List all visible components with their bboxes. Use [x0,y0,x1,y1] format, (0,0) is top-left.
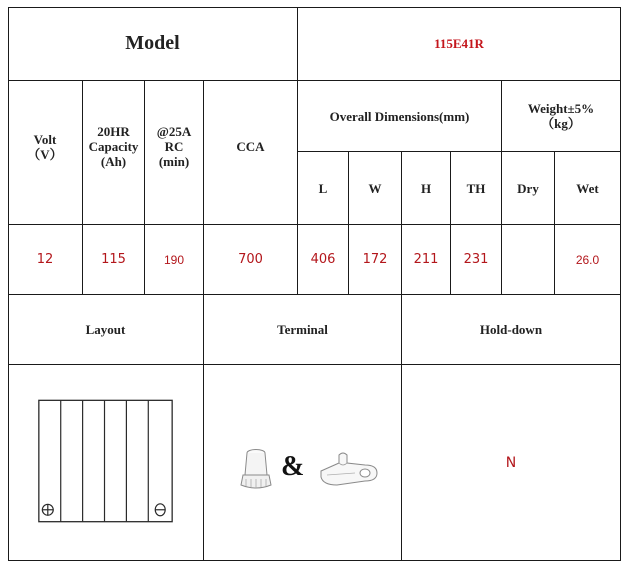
model-label-cell [8,7,298,81]
cca-header [204,81,298,225]
dim-h-label: H [420,180,432,196]
terminal-joiner: & [281,451,305,482]
dim-w-header [349,152,402,225]
terminal-header [204,295,402,365]
spec-table [8,7,621,561]
dry-header [502,152,555,225]
capacity-header-line2: Capacity [88,139,139,154]
volt-header-line2: （V） [27,146,63,162]
terminal-drawing-cell [204,365,402,561]
capacity-value: 115 [101,252,126,267]
dry-label: Dry [517,180,539,196]
cca-header-label: CCA [236,139,265,154]
h-value: 211 [413,252,439,267]
terminal-label: Terminal [277,322,328,337]
battery-layout-diagram [8,365,203,561]
l-value: 406 [310,252,336,267]
rc-header [145,81,204,225]
weight-header [502,81,621,152]
capacity-header-line1: 20HR [97,124,130,139]
w-value: 172 [362,252,388,267]
dimensions-header [298,81,502,152]
wet-label: Wet [576,180,599,196]
capacity-value-cell [83,225,145,295]
round-post-terminal-icon [238,439,274,499]
model-value: 115E41R [434,35,484,51]
model-value-cell [298,7,621,81]
dim-l-label: L [318,180,328,196]
hold-down-label: Hold-down [479,322,543,337]
hold-down-header [402,295,621,365]
l-flag-terminal-icon [317,447,381,491]
rc-value-cell [145,225,204,295]
rc-value: 190 [163,252,185,267]
cca-value: 700 [238,252,263,267]
layout-label: Layout [85,322,126,337]
volt-header-line1: Volt [33,131,57,147]
rc-header-line3: (min) [158,154,190,169]
dim-h-header [402,152,451,225]
rc-header-line1: @25A [156,124,192,139]
rc-header-line2: RC [164,139,184,154]
wet-header [555,152,621,225]
l-value-cell [298,225,349,295]
layout-header [8,295,204,365]
negative-terminal-icon [155,503,165,515]
spec-sheet [8,7,621,561]
dim-l-header [298,152,349,225]
hold-down-value-cell [402,365,621,561]
model-label: Model [125,32,180,54]
dim-th-header [451,152,502,225]
dim-w-label: W [368,180,382,196]
dry-value-cell [502,225,555,295]
dim-th-label: TH [466,180,486,196]
positive-terminal-icon [42,504,53,515]
h-value-cell [402,225,451,295]
volt-value: 12 [36,252,54,267]
capacity-header-line3: (Ah) [100,154,127,169]
capacity-header [83,81,145,225]
w-value-cell [349,225,402,295]
weight-header-line1: Weight±5% [527,101,595,116]
th-value-cell [451,225,502,295]
volt-value-cell [8,225,83,295]
layout-drawing-cell [8,365,204,561]
hold-down-value: N [505,454,517,471]
wet-value-cell [555,225,621,295]
dimensions-header-label: Overall Dimensions(mm) [329,108,470,124]
th-value: 231 [463,252,489,267]
volt-header [8,81,83,225]
cca-value-cell [204,225,298,295]
weight-header-line2: （kg） [541,116,581,131]
wet-value: 26.0 [575,252,600,267]
